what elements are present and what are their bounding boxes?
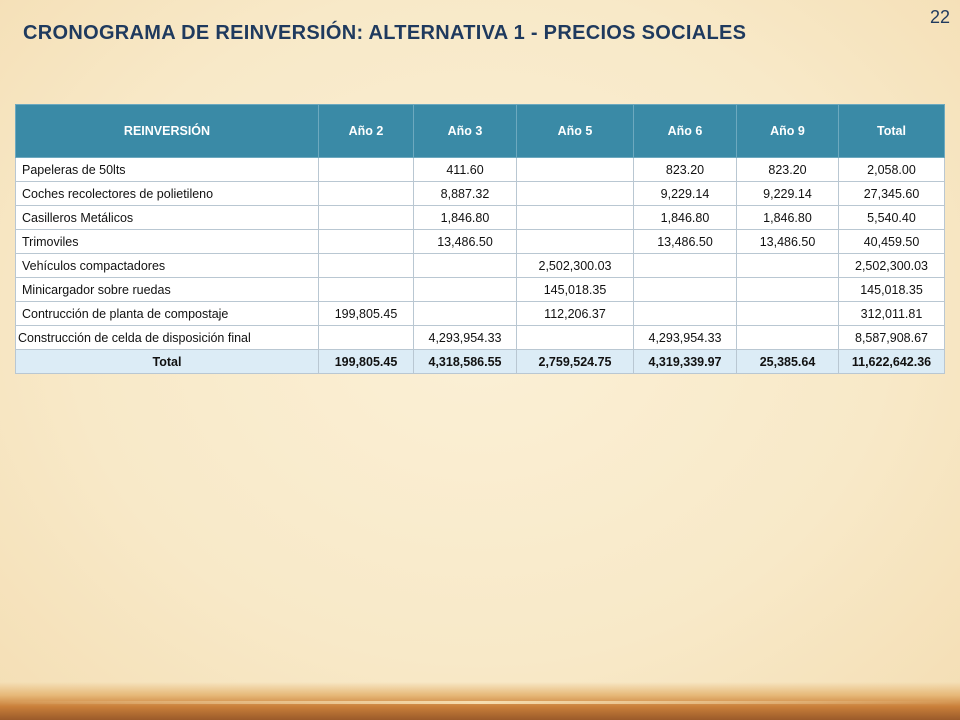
row-label: Minicargador sobre ruedas xyxy=(16,278,319,302)
table-cell xyxy=(634,254,737,278)
total-cell: 4,318,586.55 xyxy=(414,350,517,374)
table-row xyxy=(16,254,945,278)
table-cell: 411.60 xyxy=(414,158,517,182)
row-label: Contrucción de planta de compostaje xyxy=(16,302,319,326)
table-cell xyxy=(517,158,634,182)
decorative-footer-streak xyxy=(0,701,960,704)
table-row xyxy=(16,158,945,182)
table-cell: 199,805.45 xyxy=(319,302,414,326)
row-label: Trimoviles xyxy=(16,230,319,254)
table-cell xyxy=(517,206,634,230)
table-cell xyxy=(319,326,414,350)
table-cell xyxy=(319,206,414,230)
table-cell xyxy=(634,302,737,326)
table-cell: 4,293,954.33 xyxy=(634,326,737,350)
column-header: Año 2 xyxy=(319,105,414,158)
table-row xyxy=(16,326,945,350)
table-row xyxy=(16,206,945,230)
table-cell: 27,345.60 xyxy=(839,182,945,206)
table-cell: 13,486.50 xyxy=(414,230,517,254)
table-cell: 40,459.50 xyxy=(839,230,945,254)
table-cell xyxy=(517,326,634,350)
table-cell xyxy=(737,278,839,302)
table-cell xyxy=(319,230,414,254)
row-label: Casilleros Metálicos xyxy=(16,206,319,230)
table-cell xyxy=(517,182,634,206)
table-cell xyxy=(737,254,839,278)
reinvestment-table xyxy=(15,104,945,374)
total-cell: 199,805.45 xyxy=(319,350,414,374)
row-label: Construcción de celda de disposición final xyxy=(16,326,319,350)
table-cell: 4,293,954.33 xyxy=(414,326,517,350)
table-cell xyxy=(414,254,517,278)
table-cell xyxy=(319,278,414,302)
table-row xyxy=(16,182,945,206)
row-label: Vehículos compactadores xyxy=(16,254,319,278)
row-label: Coches recolectores de polietileno xyxy=(16,182,319,206)
table-cell xyxy=(634,278,737,302)
table-cell: 1,846.80 xyxy=(634,206,737,230)
table-cell: 5,540.40 xyxy=(839,206,945,230)
table-cell: 2,502,300.03 xyxy=(839,254,945,278)
table-cell xyxy=(737,302,839,326)
table-cell: 823.20 xyxy=(737,158,839,182)
total-cell: 11,622,642.36 xyxy=(839,350,945,374)
slide-title: CRONOGRAMA DE REINVERSIÓN: ALTERNATIVA 1 - PRECIOS SOCIALES xyxy=(23,22,747,44)
table-cell xyxy=(737,326,839,350)
table-row xyxy=(16,302,945,326)
table-cell: 9,229.14 xyxy=(737,182,839,206)
table-row xyxy=(16,278,945,302)
column-header: Total xyxy=(839,105,945,158)
table-cell: 312,011.81 xyxy=(839,302,945,326)
table-cell xyxy=(414,278,517,302)
table-row xyxy=(16,230,945,254)
table-cell: 1,846.80 xyxy=(737,206,839,230)
column-header: REINVERSIÓN xyxy=(16,105,319,158)
table-cell xyxy=(319,158,414,182)
table-cell: 13,486.50 xyxy=(634,230,737,254)
total-cell: 2,759,524.75 xyxy=(517,350,634,374)
table-total-row xyxy=(16,350,945,374)
column-header: Año 9 xyxy=(737,105,839,158)
table-cell: 823.20 xyxy=(634,158,737,182)
row-label: Papeleras de 50lts xyxy=(16,158,319,182)
table-cell xyxy=(319,254,414,278)
table-cell: 8,887.32 xyxy=(414,182,517,206)
table-cell: 9,229.14 xyxy=(634,182,737,206)
table-cell: 112,206.37 xyxy=(517,302,634,326)
table-cell: 8,587,908.67 xyxy=(839,326,945,350)
table-cell: 1,846.80 xyxy=(414,206,517,230)
table-cell xyxy=(414,302,517,326)
column-header: Año 5 xyxy=(517,105,634,158)
total-cell: 25,385.64 xyxy=(737,350,839,374)
table-cell: 2,502,300.03 xyxy=(517,254,634,278)
table-cell xyxy=(319,182,414,206)
table-cell: 145,018.35 xyxy=(517,278,634,302)
table-cell: 2,058.00 xyxy=(839,158,945,182)
table-cell xyxy=(517,230,634,254)
table-cell: 145,018.35 xyxy=(839,278,945,302)
total-cell: 4,319,339.97 xyxy=(634,350,737,374)
table-cell: 13,486.50 xyxy=(737,230,839,254)
column-header: Año 3 xyxy=(414,105,517,158)
total-label: Total xyxy=(16,350,319,374)
page-number: 22 xyxy=(929,7,950,27)
table-header-row xyxy=(16,105,945,158)
column-header: Año 6 xyxy=(634,105,737,158)
